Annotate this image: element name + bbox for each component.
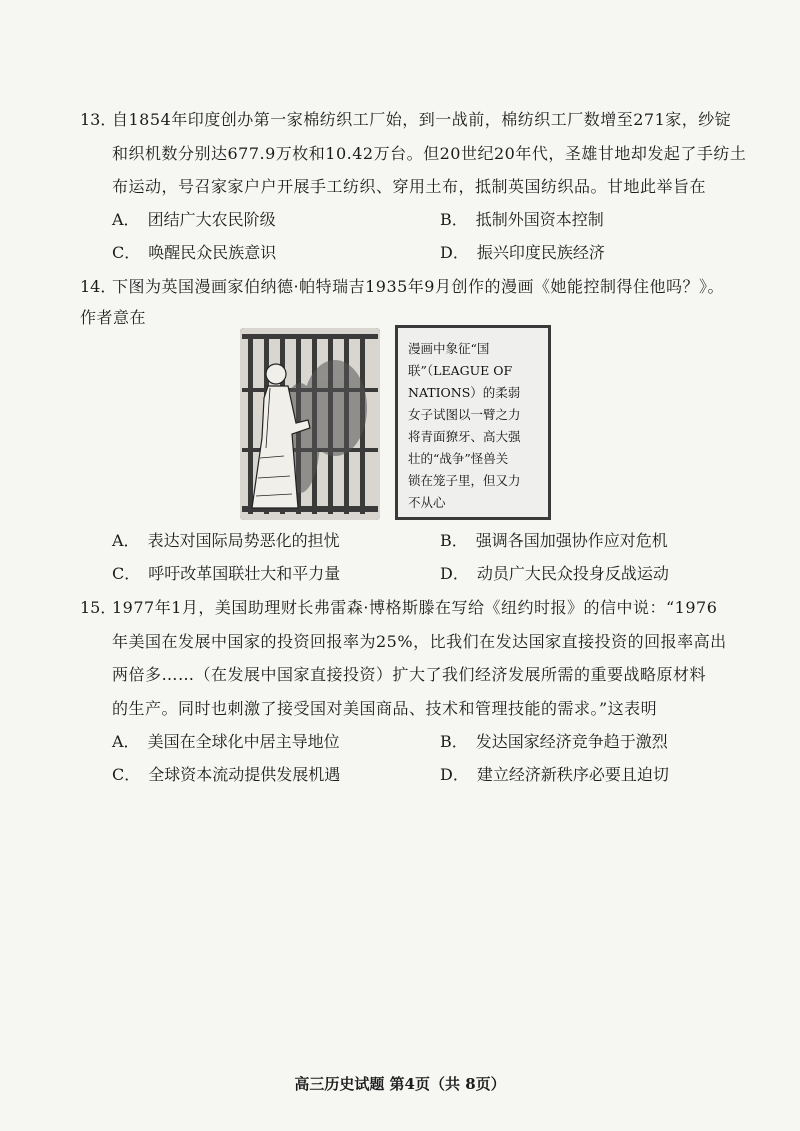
question-number: 14．	[80, 277, 117, 296]
option-d: D． 建立经济新秩序必要且迫切	[440, 765, 669, 784]
option-d: D． 动员广大民众投身反战运动	[440, 564, 669, 583]
question-text-line: 年美国在发展中国家的投资回报率为25%，比我们在发达国家直接投资的回报率高出	[112, 632, 727, 651]
option-c: C． 呼吁改革国联壮大和平力量	[112, 564, 341, 583]
question-text-line: 下图为英国漫画家伯纳德·帕特瑞吉1935年9月创作的漫画《她能控制得住他吗？》。	[112, 277, 724, 296]
option-a: A． 表达对国际局势恶化的担忧	[112, 531, 340, 550]
caption-line: 壮的“战争”怪兽关	[408, 451, 509, 466]
question-text-line: 1977年1月，美国助理财长弗雷森·博格斯滕在写给《纽约时报》的信中说：“1976	[112, 598, 718, 617]
option-b: B． 强调各国加强协作应对危机	[440, 531, 668, 550]
question-number: 15．	[80, 598, 117, 617]
caption-line: 漫画中象征“国	[408, 341, 490, 356]
option-a: A． 美国在全球化中居主导地位	[112, 732, 340, 751]
question-text-line: 和织机数分别达677.9万枚和10.42万台。但20世纪20年代，圣雄甘地却发起了手纺土	[112, 144, 747, 163]
option-a: A． 团结广大农民阶级	[112, 210, 276, 229]
cartoon-image	[240, 328, 380, 520]
option-d: D． 振兴印度民族经济	[440, 243, 605, 262]
question-text-line: 作者意在	[80, 308, 147, 327]
caption-line: NATIONS）的柔弱	[408, 385, 521, 400]
question-text-line: 两倍多……（在发展中国家直接投资）扩大了我们经济发展所需的重要战略原材料	[112, 665, 707, 684]
question-number: 13．	[80, 110, 117, 129]
option-b: B． 发达国家经济竞争趋于激烈	[440, 732, 668, 751]
option-b: B． 抵制外国资本控制	[440, 210, 604, 229]
option-c: C． 唤醒民众民族意识	[112, 243, 277, 262]
cartoon-caption-box	[395, 325, 551, 520]
caption-line: 联”（LEAGUE OF	[408, 363, 513, 378]
question-text-line: 自1854年印度创办第一家棉纺织工厂始，到一战前，棉纺织工厂数增至271家，纱锭	[112, 110, 732, 129]
caption-line: 不从心	[408, 495, 446, 510]
question-text-line: 布运动，号召家家户户开展手工纺织、穿用土布，抵制英国纺织品。甘地此举旨在	[112, 177, 707, 196]
page-footer: 高三历史试题 第4页（共 8页）	[294, 1075, 506, 1093]
caption-line: 将青面獠牙、高大强	[408, 429, 521, 444]
caption-line: 锁在笼子里，但又力	[408, 473, 521, 488]
cartoon-drawing	[240, 328, 380, 520]
caption-line: 女子试图以一臂之力	[408, 407, 521, 422]
question-text-line: 的生产。同时也刺激了接受国对美国商品、技术和管理技能的需求。”这表明	[112, 699, 658, 718]
option-c: C． 全球资本流动提供发展机遇	[112, 765, 341, 784]
